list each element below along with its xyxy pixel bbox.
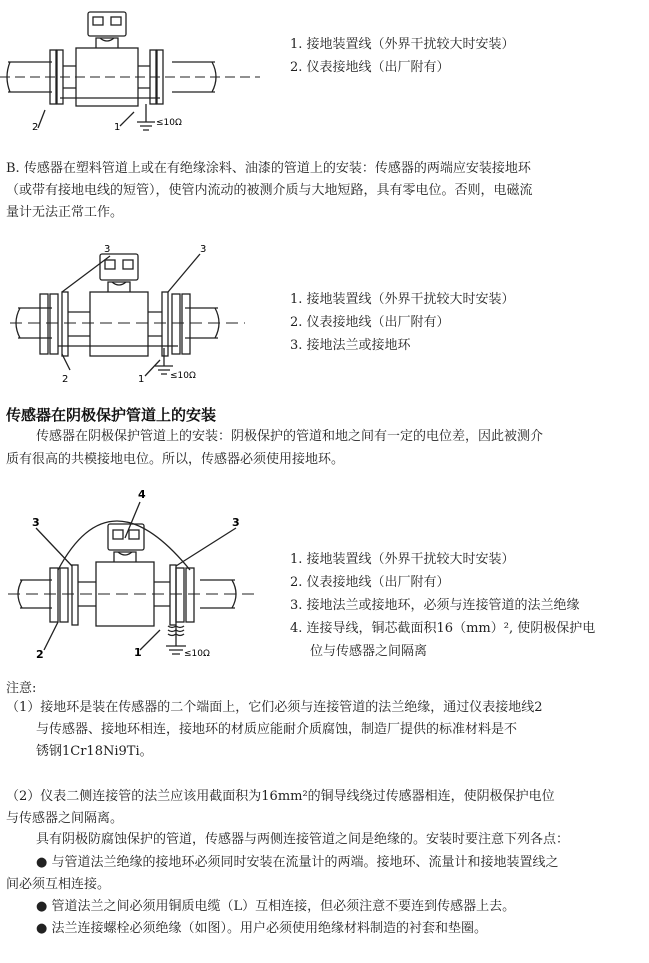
fig3-label-4-cont: 位与传感器之间隔离	[310, 644, 428, 659]
para-line-2: 间必须互相连接。	[6, 877, 111, 892]
section-heading: 传感器在阴极保护管道上的安装	[6, 406, 217, 424]
fig1-callout-2: 2	[32, 122, 39, 133]
note1-line-2: 与传感器、接地环相连，接地环的材质应能耐介质腐蚀，制造厂提供的标准材料是不	[36, 722, 518, 737]
note1-line-1: （1）接地环是装在传感器的二个端面上，它们必须与连接管道的法兰绝缘，通过仪表接地线2	[6, 700, 543, 715]
fig3-callout-2: 2	[36, 648, 44, 661]
bullet-glyph: ●	[36, 921, 48, 936]
bullet-3	[36, 918, 487, 939]
bullet-1-text: 与管道法兰绝缘的接地环必须同时安装在流量计的两端。接地环、流量计和接地装置线之	[51, 855, 559, 870]
fig2-resistance: ≤10Ω	[170, 371, 196, 381]
para-line-1: 具有阴极防腐蚀保护的管道，传感器与两侧连接管道之间是绝缘的。安装时要注意下列各点：	[36, 832, 570, 847]
bullet-1	[36, 852, 559, 873]
fig2-callout-3b: 3	[200, 244, 207, 255]
fig3-callout-3a: 3	[32, 516, 40, 529]
fig2-label-2: 2. 仪表接地线（出厂附有）	[290, 315, 450, 330]
note1-line-3: 锈钢1Cr18Ni9Ti。	[36, 744, 153, 759]
bullet-2	[36, 896, 515, 917]
fig3-label-2: 2. 仪表接地线（出厂附有）	[290, 575, 450, 590]
fig2-label-1: 1. 接地装置线（外界干扰较大时安装）	[290, 292, 515, 307]
fig3-label-1: 1. 接地装置线（外界干扰较大时安装）	[290, 552, 515, 567]
fig1-callout-1: 1	[114, 122, 121, 133]
figure-2-diagram	[0, 238, 270, 388]
section-b-line-2: （或带有接地电线的短管），使管内流动的被测介质与大地短路，具有零电位。否则，电磁流	[6, 183, 533, 198]
fig2-callout-3a: 3	[104, 244, 111, 255]
intro-line-2: 质有很高的共模接地电位。所以，传感器必须使用接地环。	[6, 452, 345, 467]
fig2-callout-2: 2	[62, 374, 69, 385]
fig3-label-3: 3. 接地法兰或接地环，必须与连接管道的法兰绝缘	[290, 598, 580, 613]
bullet-glyph: ●	[36, 899, 48, 914]
bullet-3-text: 法兰连接螺栓必须绝缘（如图）。用户必须使用绝缘材料制造的衬套和垫圈。	[51, 921, 487, 936]
fig2-label-3: 3. 接地法兰或接地环	[290, 338, 411, 353]
note2-line-1: （2）仪表二侧连接管的法兰应该用截面积为16mm²的铜导线绕过传感器相连，使阴极保护电位	[6, 789, 555, 804]
fig1-resistance: ≤10Ω	[156, 118, 182, 128]
fig3-callout-4: 4	[138, 488, 146, 501]
figure-1-diagram	[0, 0, 270, 135]
figure-3-diagram	[0, 480, 275, 665]
intro-line-1: 传感器在阴极保护管道上的安装：阴极保护的管道和地之间有一定的电位差，因此被测介	[36, 429, 544, 444]
fig3-label-4: 4. 连接导线，铜芯截面积16（mm）², 使阴极保护电	[290, 621, 596, 636]
note-title: 注意:	[6, 681, 37, 696]
note2-line-2: 与传感器之间隔离。	[6, 811, 124, 826]
bullet-2-text: 管道法兰之间必须用铜质电缆（L）互相连接，但必须注意不要连到传感器上去。	[51, 899, 516, 914]
fig2-callout-1: 1	[138, 374, 145, 385]
fig3-resistance: ≤10Ω	[184, 649, 210, 659]
section-b-line-1: B. 传感器在塑料管道上或在有绝缘涂料、油漆的管道上的安装：传感器的两端应安装接地环	[6, 161, 531, 176]
fig3-callout-3b: 3	[232, 516, 240, 529]
fig1-label-1: 1. 接地装置线（外界干扰较大时安装）	[290, 37, 515, 52]
section-b-line-3: 量计无法正常工作。	[6, 205, 124, 220]
fig1-label-2: 2. 仪表接地线（出厂附有）	[290, 60, 450, 75]
fig3-callout-1: 1	[134, 646, 142, 659]
bullet-glyph: ●	[36, 855, 48, 870]
